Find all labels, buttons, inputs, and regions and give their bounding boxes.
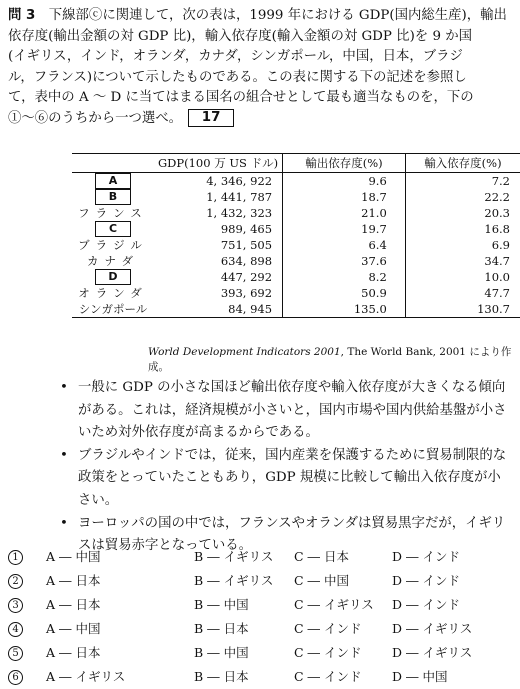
country-label-box: A xyxy=(95,173,131,189)
export-cell: 18.7 xyxy=(283,189,406,205)
gdp-cell: 393, 692 xyxy=(220,286,273,300)
export-cell: 8.2 xyxy=(283,269,406,285)
export-cell: 9.6 xyxy=(283,173,406,190)
data-table xyxy=(72,153,520,318)
table-row xyxy=(72,285,520,301)
bullet-dot-icon: • xyxy=(60,447,68,463)
answer-choice[interactable]: 4 A ― 中国 B ― 日本 C ― インド D ― イギリス xyxy=(8,617,508,641)
answer-choice[interactable]: 6 A ― イギリス B ― 日本 C ― インド D ― 中国 xyxy=(8,665,508,689)
gdp-cell: 447, 292 xyxy=(220,270,273,284)
table-row xyxy=(72,253,520,269)
country-label-box: B xyxy=(95,189,131,205)
table-row xyxy=(72,173,520,190)
statement-item: • ヨーロッパの国の中では，フランスやオランダは貿易黒字だが，イギリスは貿易赤字となっている。 xyxy=(60,513,510,558)
gdp-cell: 4, 346, 922 xyxy=(206,174,273,188)
export-cell: 135.0 xyxy=(283,301,406,318)
answer-choices xyxy=(8,545,508,689)
header-gdp: GDP(100 万 US ドル) xyxy=(154,154,283,173)
choice-number-icon: 2 xyxy=(8,574,23,589)
table-row xyxy=(72,221,520,237)
question-text xyxy=(8,6,508,129)
table-row xyxy=(72,301,520,318)
table-header-row xyxy=(72,154,520,173)
import-cell: 130.7 xyxy=(405,301,520,318)
question-line: ①～⑥のうちから一つ選べ。 17 xyxy=(8,109,508,130)
question-line: 依存度(輸出金額の対 GDP 比)，輸入依存度(輸入金額の対 GDP 比)を 9 か国 xyxy=(8,28,472,44)
question-number: 問 3 xyxy=(8,8,36,23)
table-row xyxy=(72,237,520,253)
gdp-cell: 751, 505 xyxy=(220,238,273,252)
export-cell: 37.6 xyxy=(283,253,406,269)
choice-number-icon: 1 xyxy=(8,550,23,565)
gdp-cell: 634, 898 xyxy=(220,254,273,268)
question-line: て，表中の A ～ D に当てはまる国名の組合せとして最も適当なものを，下の xyxy=(8,90,474,105)
export-cell: 19.7 xyxy=(283,221,406,237)
statement-item: • 一般に GDP の小さな国ほど輸出依存度や輸入依存度が大きくなる傾向がある。これは，経済規模が小さいと，国内市場や国内供給基盤が小さいため対外依存度が高まるからである。 xyxy=(60,377,510,445)
import-cell: 20.3 xyxy=(405,205,520,221)
country-label: シンガポール xyxy=(72,301,154,318)
table-row xyxy=(72,269,520,285)
bullet-dot-icon: • xyxy=(60,515,68,531)
import-cell: 10.0 xyxy=(405,269,520,285)
choice-number-icon: 3 xyxy=(8,598,23,613)
table-row xyxy=(72,205,520,221)
bullet-dot-icon: • xyxy=(60,380,68,395)
country-label-box: D xyxy=(95,269,131,285)
statement-list xyxy=(60,377,510,558)
country-label-box: C xyxy=(95,221,131,237)
choice-number-icon: 6 xyxy=(8,670,23,685)
header-country xyxy=(72,154,154,173)
import-cell: 16.8 xyxy=(405,221,520,237)
question-line: 問 3 下線部ⓒに関連して，次の表は，1999 年における GDP(国内総生産)，輸出 xyxy=(8,8,507,23)
table-source xyxy=(148,344,520,374)
gdp-cell: 989, 465 xyxy=(220,222,273,236)
header-import: 輸入依存度(%) xyxy=(405,154,520,173)
answer-number-box[interactable]: 17 xyxy=(188,109,234,127)
export-cell: 50.9 xyxy=(283,285,406,301)
answer-choice[interactable]: 3 A ― 日本 B ― 中国 C ― イギリス D ― インド xyxy=(8,593,508,617)
export-cell: 6.4 xyxy=(283,237,406,253)
answer-choice[interactable]: 1 A ― 中国 B ― イギリス C ― 日本 D ― インド xyxy=(8,545,508,569)
gdp-cell: 84, 945 xyxy=(154,301,283,318)
answer-choice[interactable]: 5 A ― 日本 B ― 中国 C ― インド D ― イギリス xyxy=(8,641,508,665)
answer-choice[interactable]: 2 A ― 日本 B ― イギリス C ― 中国 D ― インド xyxy=(8,569,508,593)
question-line: (イギリス，インド，オランダ，カナダ，シンガポール，中国，日本，ブラジ xyxy=(8,49,463,64)
header-export: 輸出依存度(%) xyxy=(283,154,406,173)
gdp-cell: 1, 441, 787 xyxy=(206,190,273,204)
export-cell: 21.0 xyxy=(283,205,406,221)
source-title: World Development Indicators 2001 xyxy=(148,346,341,358)
country-label: ブラジル xyxy=(78,238,148,252)
country-label: フランス xyxy=(78,206,148,220)
source-rest: , The World Bank, 2001 により作成。 xyxy=(148,346,512,373)
import-cell: 7.2 xyxy=(405,173,520,190)
table-row xyxy=(72,189,520,205)
choice-number-icon: 4 xyxy=(8,622,23,637)
import-cell: 34.7 xyxy=(405,253,520,269)
question-line: ル，フランス)について示したものである。この表に関する下の記述を参照し xyxy=(8,69,467,85)
gdp-cell: 1, 432, 323 xyxy=(206,206,273,220)
country-label: オランダ xyxy=(78,286,148,300)
import-cell: 22.2 xyxy=(405,189,520,205)
country-label: カナダ xyxy=(87,254,139,268)
choice-number-icon: 5 xyxy=(8,646,23,661)
import-cell: 47.7 xyxy=(405,285,520,301)
import-cell: 6.9 xyxy=(405,237,520,253)
statement-item: • ブラジルやインドでは，従来，国内産業を保護するために貿易制限的な政策をとっていたこともあり，GDP 規模に比較して輸出入依存度が小さい。 xyxy=(60,445,510,513)
